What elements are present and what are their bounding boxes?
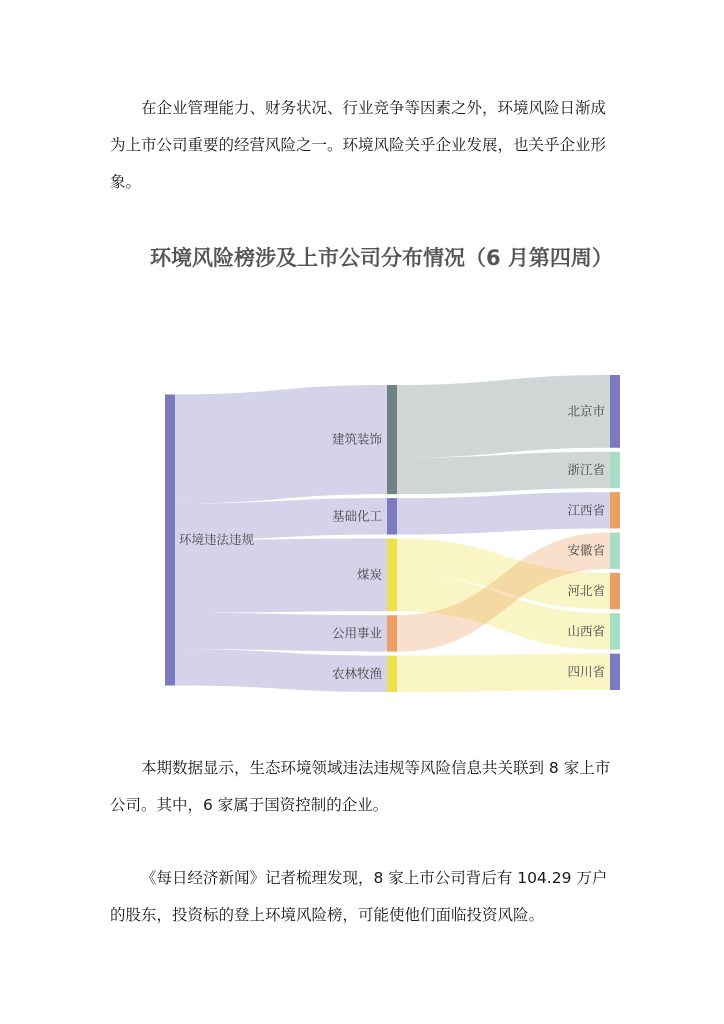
sankey-node	[165, 395, 175, 686]
sankey-node-label: 浙江省	[567, 461, 605, 477]
sankey-node	[387, 615, 397, 651]
intro-paragraph: 在企业管理能力、财务状况、行业竞争等因素之外，环境风险日渐成为上市公司重要的经营风险之一。环境风险关乎企业发展，也关乎企业形象。	[110, 99, 607, 191]
data-summary-paragraph: 本期数据显示，生态环境领域违法违规等风险信息共关联到 8 家上市公司。其中，6 家属于国资控制的企业。	[110, 759, 611, 814]
sankey-node-label: 江西省	[567, 502, 605, 518]
sankey-node	[387, 385, 397, 494]
sankey-node	[610, 613, 620, 649]
sankey-node-label: 建筑装饰	[331, 431, 382, 447]
sankey-node	[610, 492, 620, 528]
sankey-node-label: 煤炭	[356, 566, 382, 582]
sankey-node-label: 北京市	[567, 403, 605, 419]
sankey-node	[387, 656, 397, 692]
sankey-node-label: 河北省	[567, 583, 605, 599]
sankey-node-label: 环境违法违规	[179, 532, 255, 547]
sankey-node-label: 山西省	[567, 623, 605, 639]
sankey-node-label: 农林牧渔	[331, 665, 382, 681]
sankey-node	[610, 452, 620, 488]
sankey-node	[610, 654, 620, 690]
sankey-node-label: 基础化工	[331, 508, 382, 524]
chart-title: 环境风险榜涉及上市公司分布情况（6 月第四周）	[150, 246, 613, 270]
sankey-node-label: 公用事业	[331, 625, 382, 641]
sankey-link	[175, 539, 387, 613]
sankey-node-label: 四川省	[567, 663, 605, 679]
sankey-node	[610, 573, 620, 609]
shareholder-paragraph: 《每日经济新闻》记者梳理发现，8 家上市公司背后有 104.29 万户的股东，投资标的登上环境风险榜，可能使他们面临投资风险。	[110, 869, 608, 924]
sankey-node-label: 安徽省	[567, 542, 605, 558]
sankey-node	[387, 498, 397, 534]
sankey-node	[610, 375, 620, 448]
sankey-node	[610, 533, 620, 569]
sankey-node	[387, 539, 397, 612]
